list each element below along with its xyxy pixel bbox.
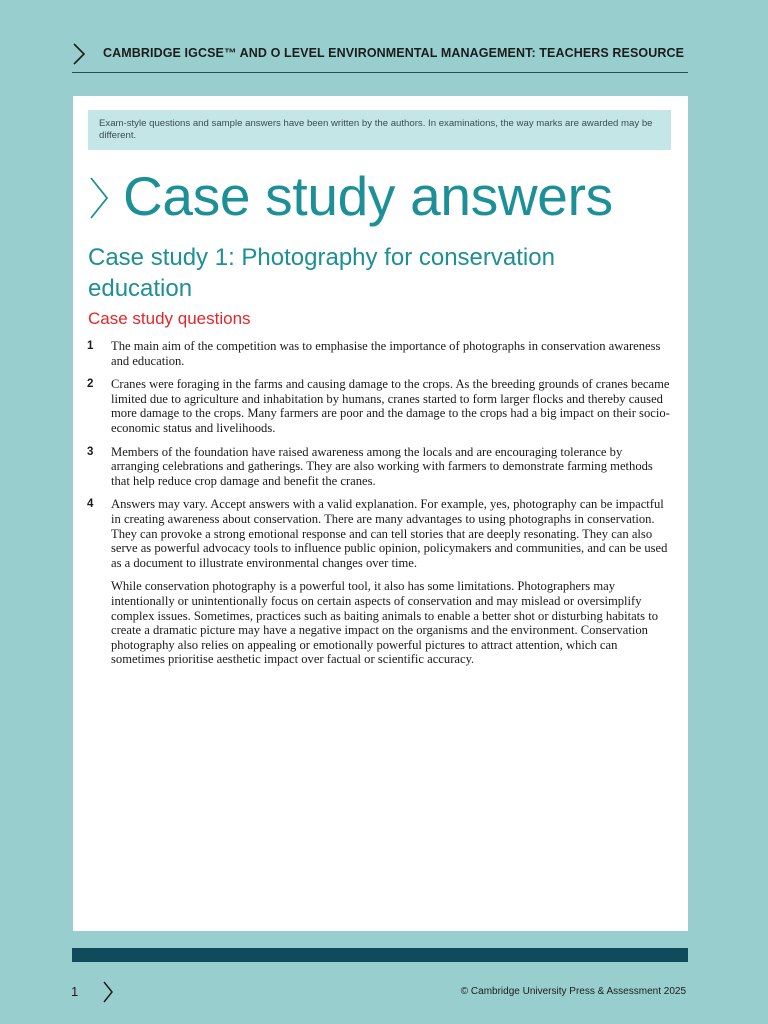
question-number: 2 — [87, 378, 94, 391]
question-item — [87, 339, 673, 368]
case-study-subtitle: Case study 1: Photography for conservation education — [88, 244, 555, 302]
answer-text: Members of the foundation have raised awareness among the locals and are encouraging tolerance by arranging celebrations and gatherings. They are also working with farmers to demonstrate farming methods that help reduce crop damage and benefit the cranes. — [111, 444, 653, 488]
page-header — [72, 40, 688, 73]
question-number: 3 — [87, 445, 94, 458]
answer-text: Answers may vary. Accept answers with a valid explanation. For example, yes, photography can be impactful in creating awareness about conservation. There are many advantages to using photographs in conservation. They can provoke a strong emotional response and can tell stories that are deeply resonating. They can also serve as powerful advocacy tools to influence public opinion, policymakers and communities, and can be used as a document to illustrate environmental changes over time. — [111, 497, 668, 570]
questions-list — [87, 339, 673, 676]
footer-bar — [72, 948, 688, 962]
answer-text: Cranes were foraging in the farms and causing damage to the crops. As the breeding grounds of cranes became limited due to agriculture and inhabitation by humans, cranes started to form larger flocks and thereby caused more damage to the crops. Many farmers are poor and the damage to the crops had a big impact on their socio-economic status and livelihoods. — [111, 377, 670, 435]
answer-text: The main aim of the competition was to emphasise the importance of photographs in conservation awareness and education. — [111, 339, 661, 368]
question-item — [87, 497, 673, 667]
copyright-notice: © Cambridge University Press & Assessment 2025 — [460, 986, 686, 997]
question-item — [87, 445, 673, 489]
header-title: CAMBRIDGE IGCSE™ AND O LEVEL ENVIRONMENTAL MANAGEMENT: TEACHERS RESOURCE — [103, 46, 685, 60]
content-card — [73, 96, 688, 931]
chevron-right-icon[interactable] — [102, 981, 114, 1003]
chevron-right-icon — [89, 177, 109, 219]
answer-text: While conservation photography is a powerful tool, it also has some limitations. Photographers may intentionally or unintentionally focus on certain aspects of conservation and may mislead or oversimplify complex issues. Sometimes, practices such as baiting animals to enable a better shot or disturbing habitats to create a dramatic picture may have a negative impact on the organisms and the environment. Conservation photography also relies on appealing or emotionally powerful pictures to attract attention, which can sometimes prioritise aesthetic impact over factual or scientific accuracy. — [111, 579, 659, 667]
page-title: Case study answers — [123, 165, 613, 227]
page-number: 1 — [71, 984, 79, 999]
chevron-right-icon — [72, 43, 86, 65]
question-number: 1 — [87, 340, 94, 352]
question-number: 4 — [87, 498, 94, 511]
exam-notice: Exam-style questions and sample answers have been written by the authors. In examinations, the way marks are awarded may be different. — [88, 110, 671, 150]
question-item — [87, 377, 673, 435]
section-heading: Case study questions — [88, 309, 251, 328]
